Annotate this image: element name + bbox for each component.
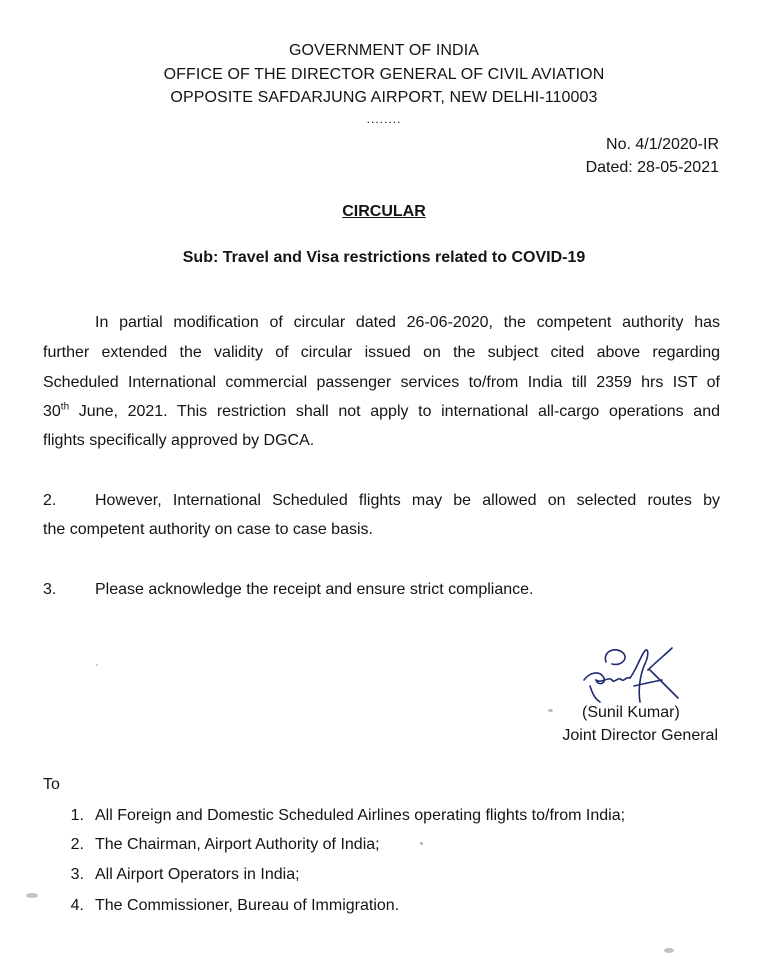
recipient-1-text: All Foreign and Domestic Scheduled Airlines operating flights to/from India;: [95, 807, 626, 824]
signatory-name: (Sunil Kumar): [582, 704, 680, 721]
paragraph-3-line-1: Please acknowledge the receipt and ensure strict compliance.: [95, 581, 534, 598]
paragraph-1-line-4: [43, 403, 720, 421]
paragraph-3-number: 3.: [43, 581, 57, 598]
circular-subject: Sub: Travel and Visa restrictions related to COVID-19: [182, 249, 586, 266]
circular-title: CIRCULAR: [342, 203, 426, 220]
recipient-1-number: 1.: [70, 807, 84, 824]
reference-number: No. 4/1/2020-IR: [606, 136, 719, 153]
reference-date: Dated: 28-05-2021: [585, 159, 719, 176]
scan-speck: [548, 709, 553, 712]
recipient-2-text: The Chairman, Airport Authority of India;: [95, 836, 380, 853]
handwritten-signature: [578, 640, 688, 712]
recipient-4-number: 4.: [70, 897, 84, 914]
header-line-1: GOVERNMENT OF INDIA: [288, 42, 480, 59]
paragraph-2-line-2: the competent authority on case to case basis.: [43, 521, 373, 538]
paragraph-1-line-1: In partial modification of circular dated 26-06-2020, the competent authority has: [95, 314, 720, 331]
paragraph-1-line-2: further extended the validity of circular issued on the subject cited above regarding: [43, 344, 720, 361]
paragraph-1-date-day: 30: [43, 403, 61, 420]
paragraph-1-line-3: Scheduled International commercial passenger services to/from India till 2359 hrs IST of: [43, 374, 720, 391]
scan-speck: [664, 948, 674, 953]
paragraph-2-number: 2.: [43, 492, 57, 509]
recipient-4-text: The Commissioner, Bureau of Immigration.: [95, 897, 400, 914]
recipient-3-number: 3.: [70, 866, 84, 883]
recipient-2-number: 2.: [70, 836, 84, 853]
scan-speck: [26, 893, 38, 898]
paragraph-1-line-5: flights specifically approved by DGCA.: [43, 432, 315, 449]
recipients-label: To: [43, 776, 60, 793]
paragraph-1-date-suffix: th: [60, 401, 70, 413]
paragraph-1-line-4-text: June, 2021. This restriction shall not apply to international all-cargo operations and: [69, 403, 720, 420]
paragraph-2-line-1: However, International Scheduled flights may be allowed on selected routes by: [95, 492, 720, 509]
signatory-designation: Joint Director General: [562, 727, 718, 744]
scan-speck: [420, 842, 423, 845]
header-line-3: OPPOSITE SAFDARJUNG AIRPORT, NEW DELHI-110003: [170, 89, 598, 106]
scan-speck: [96, 664, 98, 666]
recipient-3-text: All Airport Operators in India;: [95, 866, 300, 883]
header-separator: ........: [366, 112, 402, 126]
header-line-2: OFFICE OF THE DIRECTOR GENERAL OF CIVIL AVIATION: [163, 66, 605, 83]
